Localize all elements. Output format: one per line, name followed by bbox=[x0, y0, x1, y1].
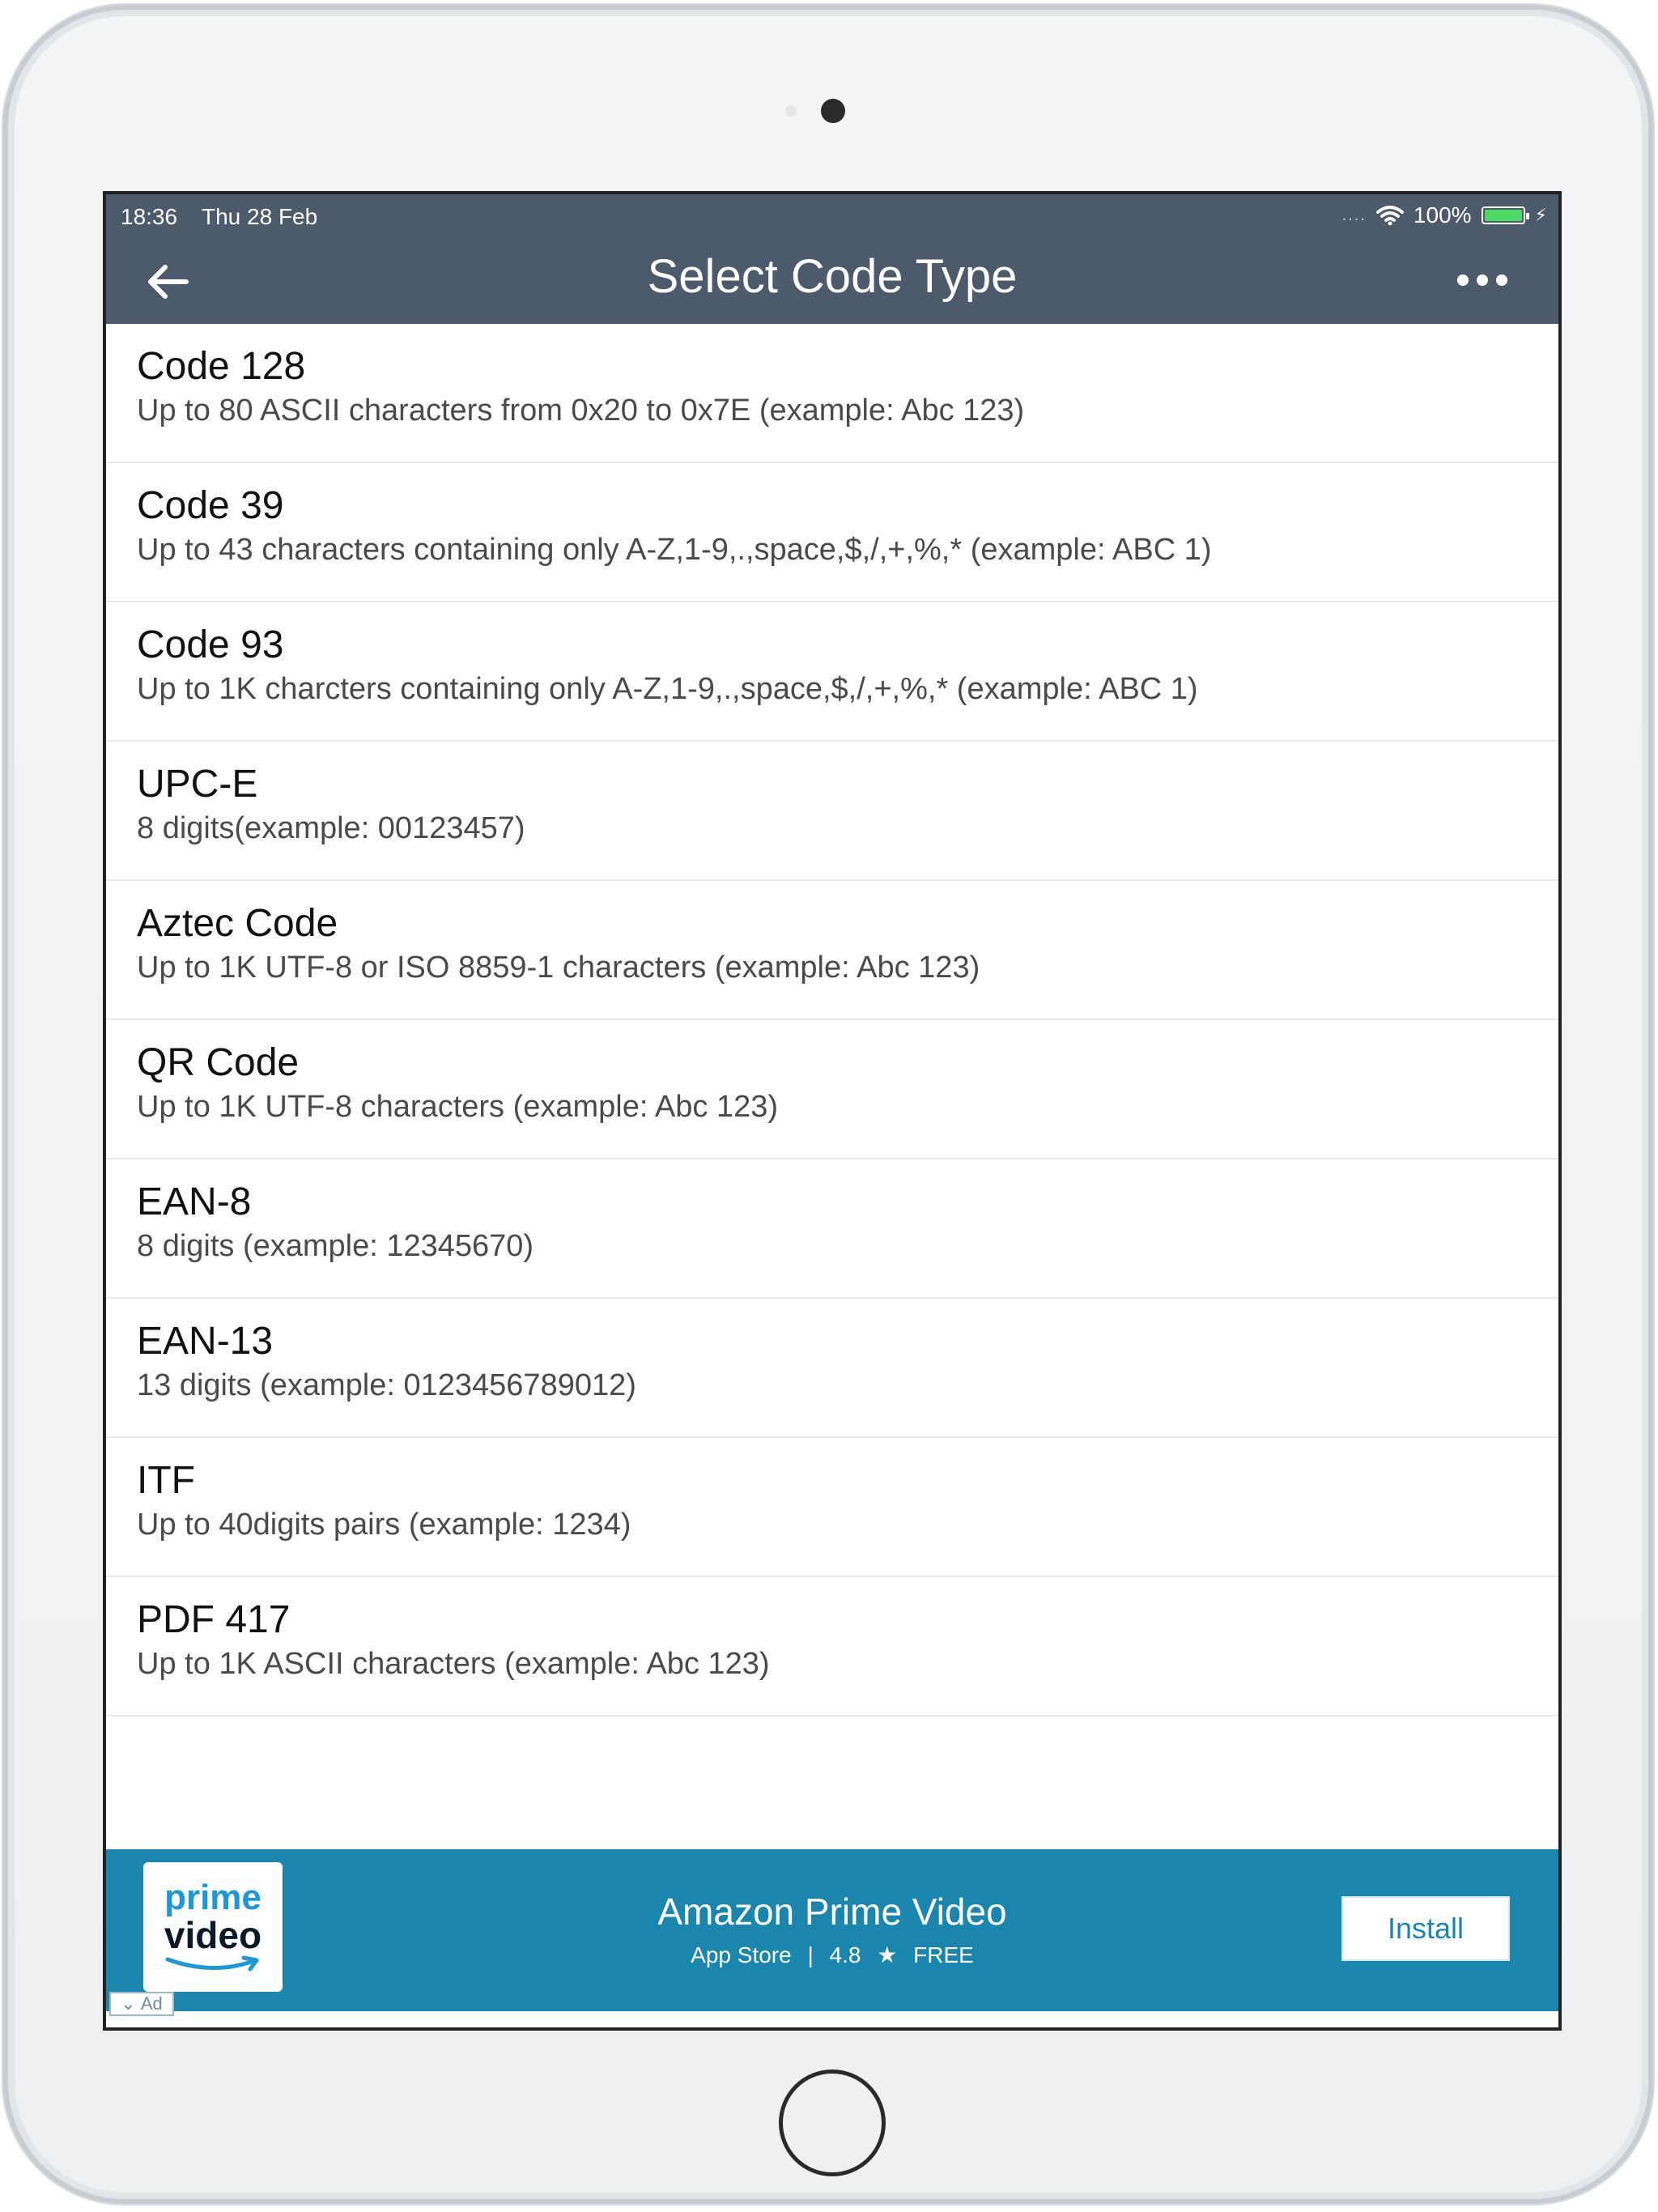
ad-store: App Store bbox=[691, 1942, 792, 1967]
code-type-item-itf[interactable] bbox=[106, 1438, 1558, 1577]
logo-line-video: video bbox=[164, 1914, 262, 1956]
code-type-item-code-93[interactable] bbox=[106, 602, 1558, 742]
status-date: Thu 28 Feb bbox=[202, 204, 318, 229]
home-button[interactable] bbox=[779, 2069, 886, 2176]
item-title: EAN-8 bbox=[137, 1180, 252, 1223]
code-type-item-pdf-417[interactable] bbox=[106, 1577, 1558, 1716]
code-type-item-upc-e[interactable] bbox=[106, 742, 1558, 881]
light-sensor bbox=[785, 105, 797, 117]
item-description: Up to 1K UTF-8 or ISO 8859-1 characters (example: Abc 123) bbox=[137, 951, 980, 985]
code-type-item-code-128[interactable] bbox=[106, 324, 1558, 463]
code-type-item-ean-8[interactable] bbox=[106, 1159, 1558, 1299]
charging-icon: ⚡ bbox=[1534, 205, 1547, 225]
ad-meta bbox=[106, 1942, 1558, 1968]
battery-percent: 100% bbox=[1413, 202, 1472, 228]
item-description: 13 digits (example: 0123456789012) bbox=[137, 1368, 636, 1402]
ad-banner[interactable] bbox=[106, 1849, 1558, 2014]
more-horizontal-icon bbox=[1456, 274, 1508, 287]
ad-price: FREE bbox=[913, 1942, 974, 1967]
item-description: Up to 1K UTF-8 characters (example: Abc 123) bbox=[137, 1090, 778, 1124]
item-title: EAN-13 bbox=[137, 1320, 274, 1363]
item-title: Code 93 bbox=[137, 623, 284, 666]
front-camera bbox=[821, 99, 845, 123]
item-title: QR Code bbox=[137, 1041, 300, 1084]
ipad-frame bbox=[3, 5, 1653, 2204]
ad-choices-badge[interactable] bbox=[109, 1992, 174, 2016]
logo-line-prime: prime bbox=[164, 1878, 261, 1917]
app-screen bbox=[103, 191, 1562, 2031]
item-description: Up to 1K ASCII characters (example: Abc 123) bbox=[137, 1647, 770, 1681]
item-title: Aztec Code bbox=[137, 902, 338, 945]
item-title: Code 39 bbox=[137, 484, 284, 527]
item-description: Up to 40digits pairs (example: 1234) bbox=[137, 1508, 631, 1542]
ad-badge-label: Ad bbox=[140, 1993, 163, 2014]
code-type-item-qr[interactable] bbox=[106, 1020, 1558, 1159]
battery-tip bbox=[1526, 213, 1529, 219]
status-time: 18:36 bbox=[121, 204, 178, 229]
ad-rating: 4.8 bbox=[829, 1942, 861, 1967]
status-indicators bbox=[1342, 202, 1547, 228]
item-title: Code 128 bbox=[137, 345, 306, 388]
item-description: Up to 43 characters containing only A-Z,1-9,.,space,$,/,+,%,* (example: ABC 1) bbox=[137, 533, 1212, 567]
install-button[interactable]: Install bbox=[1341, 1896, 1510, 1961]
item-description: 8 digits(example: 00123457) bbox=[137, 811, 525, 845]
item-description: Up to 80 ASCII characters from 0x20 to 0x7E (example: Abc 123) bbox=[137, 393, 1025, 428]
item-title: PDF 417 bbox=[137, 1598, 291, 1641]
star-icon: ★ bbox=[877, 1942, 898, 1967]
code-type-item-ean-13[interactable] bbox=[106, 1299, 1558, 1438]
wifi-icon bbox=[1376, 205, 1404, 226]
code-type-item-code-39[interactable] bbox=[106, 463, 1558, 602]
ad-separator: | bbox=[807, 1942, 814, 1967]
ad-title: Amazon Prime Video bbox=[657, 1891, 1007, 1933]
app-header bbox=[106, 194, 1558, 324]
item-description: Up to 1K charcters containing only A-Z,1-9,.,space,$,/,+,%,* (example: ABC 1) bbox=[137, 672, 1198, 706]
chevron-down-icon: ⌄ bbox=[121, 1993, 141, 2014]
code-type-item-aztec[interactable] bbox=[106, 881, 1558, 1020]
battery-icon bbox=[1482, 206, 1525, 224]
page-title: Select Code Type bbox=[647, 250, 1018, 303]
more-options-button[interactable] bbox=[1450, 264, 1515, 296]
item-description: 8 digits (example: 12345670) bbox=[137, 1229, 534, 1263]
signal-icon: .... bbox=[1341, 206, 1367, 224]
code-type-list bbox=[106, 324, 1558, 1716]
battery-fill bbox=[1485, 210, 1522, 221]
item-title: ITF bbox=[137, 1459, 195, 1502]
item-title: UPC-E bbox=[137, 763, 258, 806]
